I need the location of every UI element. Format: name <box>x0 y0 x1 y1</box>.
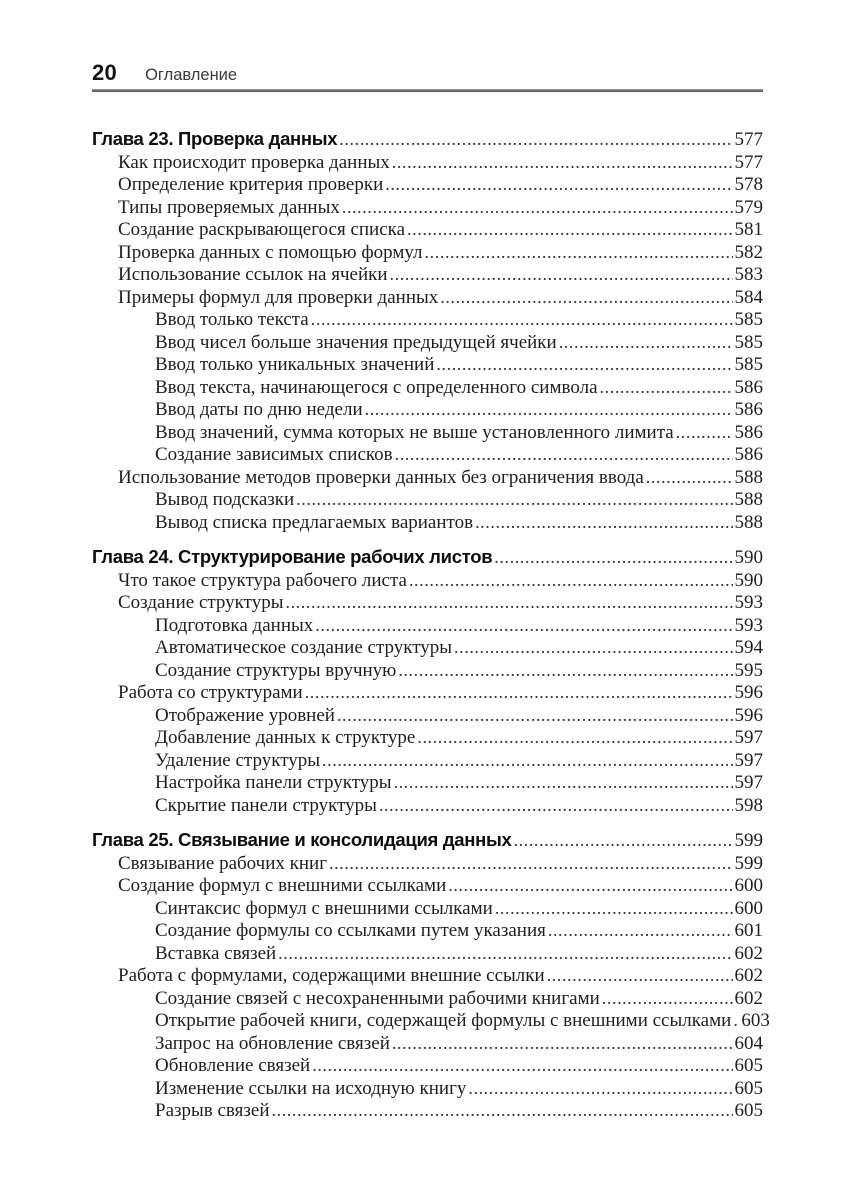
toc-entry-title: Вывод списка предлагаемых вариантов <box>155 511 474 533</box>
toc-entry-row <box>92 726 763 749</box>
dot-leader <box>602 987 733 1012</box>
dot-leader <box>392 151 733 176</box>
toc-page-number: 597 <box>734 772 763 793</box>
toc-entry-title: Создание структуры <box>118 592 284 613</box>
toc-entry-title: Изменение ссылки на исходную книгу <box>155 1077 467 1099</box>
toc-entry-row <box>92 591 763 614</box>
toc-entry-title: Использование ссылок на ячейки <box>118 264 388 285</box>
dot-leader <box>600 376 733 401</box>
toc-entry-title: Ввод чисел больше значения предыдущей ячейки <box>155 331 557 353</box>
toc-entry-title: Добавление данных к структуре <box>155 727 416 748</box>
dot-leader <box>454 636 732 661</box>
dot-leader <box>475 511 732 536</box>
header-page-number: 20 <box>92 60 118 85</box>
toc-page-number: 585 <box>734 309 763 330</box>
dot-leader <box>315 614 732 639</box>
dot-leader <box>312 1054 732 1079</box>
toc-entry-title: Определение критерия проверки <box>118 174 384 195</box>
toc-entry-title: Работа со структурами <box>118 682 303 703</box>
dot-leader <box>548 919 733 944</box>
toc-page-number: 602 <box>734 987 763 1009</box>
toc-entry-row <box>92 151 763 174</box>
toc-page-number: 588 <box>734 466 763 488</box>
toc-entry-row <box>92 376 763 399</box>
toc-page-number: 590 <box>734 547 763 568</box>
toc-page-number: 586 <box>734 399 763 420</box>
toc-entry-row <box>92 919 763 942</box>
dot-leader <box>390 263 733 288</box>
dot-leader <box>448 874 732 899</box>
toc-chapter-title: Глава 25. Связывание и консолидация данных <box>92 829 512 850</box>
dot-leader <box>385 173 732 198</box>
dot-leader <box>676 421 733 446</box>
toc-entry-row <box>92 173 763 196</box>
dot-leader <box>646 466 733 491</box>
header-rule <box>92 89 763 92</box>
toc-entry-row <box>92 488 763 511</box>
dot-leader <box>278 942 732 967</box>
dot-leader <box>365 398 733 423</box>
toc-page-number: 577 <box>734 129 763 150</box>
dot-leader <box>379 794 733 819</box>
toc-entry-row <box>92 771 763 794</box>
dot-leader <box>440 286 732 311</box>
toc-page-number: 602 <box>734 965 763 986</box>
toc-entry-title: Автоматическое создание структуры <box>155 637 453 658</box>
toc-page-number: 600 <box>734 875 763 896</box>
toc-entry-title: Запрос на обновление связей <box>155 1032 390 1054</box>
toc-page-number: 588 <box>734 511 763 533</box>
dot-leader <box>311 308 733 333</box>
dot-leader <box>322 749 732 774</box>
toc-entry-row <box>92 987 763 1010</box>
toc-entry-title: Что такое структура рабочего листа <box>118 569 407 591</box>
toc-entry-title: Работа с формулами, содержащими внешние ссылки <box>118 965 545 986</box>
toc-entry-title: Синтаксис формул с внешними ссылками <box>155 897 493 919</box>
dot-leader <box>296 488 732 513</box>
toc-entry-row <box>92 443 763 466</box>
toc-entry-title: Ввод текста, начинающегося с определенного символа <box>155 376 598 398</box>
toc-page-number: 584 <box>734 286 763 308</box>
toc-entry-title: Настройка панели структуры <box>155 772 392 793</box>
toc-page-number: 598 <box>734 794 763 816</box>
toc-entry-title: Примеры формул для проверки данных <box>118 286 439 308</box>
dot-leader <box>395 443 733 468</box>
toc-entry-row <box>92 241 763 264</box>
toc-page-number: 582 <box>734 241 763 263</box>
toc-entry-title: Создание формул с внешними ссылками <box>118 875 447 896</box>
toc-entry-row <box>92 511 763 534</box>
toc-entry-row <box>92 466 763 489</box>
toc-list <box>92 128 770 1122</box>
dot-leader <box>547 964 733 989</box>
toc-page-number: 603 <box>741 1010 770 1031</box>
toc-entry-title: Обновление связей <box>155 1055 311 1076</box>
toc-page-number: 596 <box>734 682 763 703</box>
toc-entry-row <box>92 636 763 659</box>
toc-entry-title: Ввод даты по дню недели <box>155 399 363 420</box>
toc-page-number: 605 <box>734 1100 763 1121</box>
toc-entry-row <box>92 286 763 309</box>
toc-page-number: 594 <box>734 637 763 658</box>
dot-leader <box>392 1032 733 1057</box>
toc-page-number: 595 <box>734 659 763 681</box>
toc-entry-row <box>92 852 763 875</box>
dot-leader <box>468 1077 732 1102</box>
toc-entry-title: Вставка связей <box>155 942 277 964</box>
toc-entry-row <box>92 659 763 682</box>
toc-page-number: 599 <box>734 830 763 851</box>
toc-entry-title: Вывод подсказки <box>155 489 295 510</box>
toc-entry-title: Как происходит проверка данных <box>118 151 390 173</box>
toc-page-number: 585 <box>734 331 763 353</box>
toc-entry-title: Скрытие панели структуры <box>155 794 377 816</box>
toc-entry-title: Типы проверяемых данных <box>118 196 340 218</box>
toc-entry-title: Использование методов проверки данных без ограничения ввода <box>118 466 644 488</box>
toc-page-number: 586 <box>734 421 763 443</box>
toc-page-number: 600 <box>734 897 763 919</box>
toc-page-number: 601 <box>734 920 763 941</box>
dot-leader <box>733 1009 739 1034</box>
toc-page-number: 577 <box>734 151 763 173</box>
dot-leader <box>494 546 732 571</box>
dot-leader <box>425 241 733 266</box>
toc-page-number: 599 <box>734 852 763 874</box>
toc-entry-row <box>92 263 763 286</box>
toc-entry-title: Ввод значений, сумма которых не выше установленного лимита <box>155 421 674 443</box>
toc-page-number: 605 <box>734 1055 763 1076</box>
toc-page-number: 583 <box>734 264 763 285</box>
toc-entry-row <box>92 1009 770 1032</box>
dot-leader <box>409 569 733 594</box>
toc-entry-title: Открытие рабочей книги, содержащей формулы с внешними ссылками <box>155 1010 732 1031</box>
toc-entry-row <box>92 1054 763 1077</box>
dot-leader <box>417 726 732 751</box>
toc-entry-title: Ввод только текста <box>155 309 309 330</box>
toc-entry-title: Создание раскрывающегося списка <box>118 219 406 240</box>
toc-page-number: 602 <box>734 942 763 964</box>
toc-chapter-title: Глава 23. Проверка данных <box>92 128 338 149</box>
toc-entry-row <box>92 614 763 637</box>
toc-page-number: 586 <box>734 444 763 465</box>
toc-entry-row <box>92 1099 763 1122</box>
toc-entry-row <box>92 421 763 444</box>
toc-page-number: 597 <box>734 727 763 748</box>
toc-entry-title: Разрыв связей <box>155 1100 270 1121</box>
toc-chapter-row <box>92 829 763 852</box>
toc-entry-title: Отображение уровней <box>155 704 335 726</box>
toc-entry-title: Удаление структуры <box>155 749 321 771</box>
running-header <box>92 60 763 86</box>
toc-chapter-title: Глава 24. Структурирование рабочих листов <box>92 546 493 567</box>
dot-leader <box>394 771 733 796</box>
toc-page-number: 604 <box>734 1032 763 1054</box>
toc-entry-row <box>92 897 763 920</box>
dot-leader <box>342 196 733 221</box>
dot-leader <box>337 704 733 729</box>
dot-leader <box>495 897 733 922</box>
toc-entry-row <box>92 196 763 219</box>
toc-entry-row <box>92 569 763 592</box>
toc-entry-row <box>92 794 763 817</box>
dot-leader <box>339 128 732 153</box>
toc-page-number: 596 <box>734 704 763 726</box>
toc-page-number: 593 <box>734 592 763 613</box>
toc-entry-title: Проверка данных с помощью формул <box>118 241 423 263</box>
dot-leader <box>285 591 732 616</box>
toc-page-number: 593 <box>734 614 763 636</box>
toc-entry-row <box>92 749 763 772</box>
toc-entry-row <box>92 1077 763 1100</box>
toc-page-number: 588 <box>734 489 763 510</box>
toc-page-number: 597 <box>734 749 763 771</box>
toc-entry-row <box>92 704 763 727</box>
header-running-title: Оглавление <box>145 66 238 84</box>
toc-page-number: 586 <box>734 376 763 398</box>
dot-leader <box>407 218 732 243</box>
toc-entry-row <box>92 681 763 704</box>
dot-leader <box>272 1099 733 1124</box>
toc-page-number: 581 <box>734 219 763 240</box>
toc-entry-row <box>92 331 763 354</box>
toc-entry-row <box>92 398 763 421</box>
toc-entry-row <box>92 964 763 987</box>
toc-page-number: 578 <box>734 174 763 195</box>
toc-page-number: 590 <box>734 569 763 591</box>
toc-entry-title: Создание зависимых списков <box>155 444 393 465</box>
toc-entry-title: Связывание рабочих книг <box>118 852 328 874</box>
dot-leader <box>559 331 733 356</box>
dot-leader <box>514 829 733 854</box>
dot-leader <box>305 681 733 706</box>
toc-page-number: 605 <box>734 1077 763 1099</box>
toc-entry-row <box>92 353 763 376</box>
toc-chapter-row <box>92 128 763 151</box>
toc-entry-row <box>92 874 763 897</box>
toc-page-number: 579 <box>734 196 763 218</box>
toc-entry-row <box>92 218 763 241</box>
toc-entry-title: Создание формулы со ссылками путем указания <box>155 920 546 941</box>
toc-chapter-row <box>92 546 763 569</box>
dot-leader <box>329 852 732 877</box>
toc-page-number: 585 <box>734 354 763 375</box>
toc-entry-row <box>92 942 763 965</box>
dot-leader <box>398 659 732 684</box>
toc-entry-title: Создание связей с несохраненными рабочими книгами <box>155 987 600 1009</box>
toc-entry-title: Подготовка данных <box>155 614 314 636</box>
toc-entry-row <box>92 1032 763 1055</box>
toc-entry-row <box>92 308 763 331</box>
toc-entry-title: Ввод только уникальных значений <box>155 354 435 375</box>
dot-leader <box>436 353 732 378</box>
toc-entry-title: Создание структуры вручную <box>155 659 397 681</box>
